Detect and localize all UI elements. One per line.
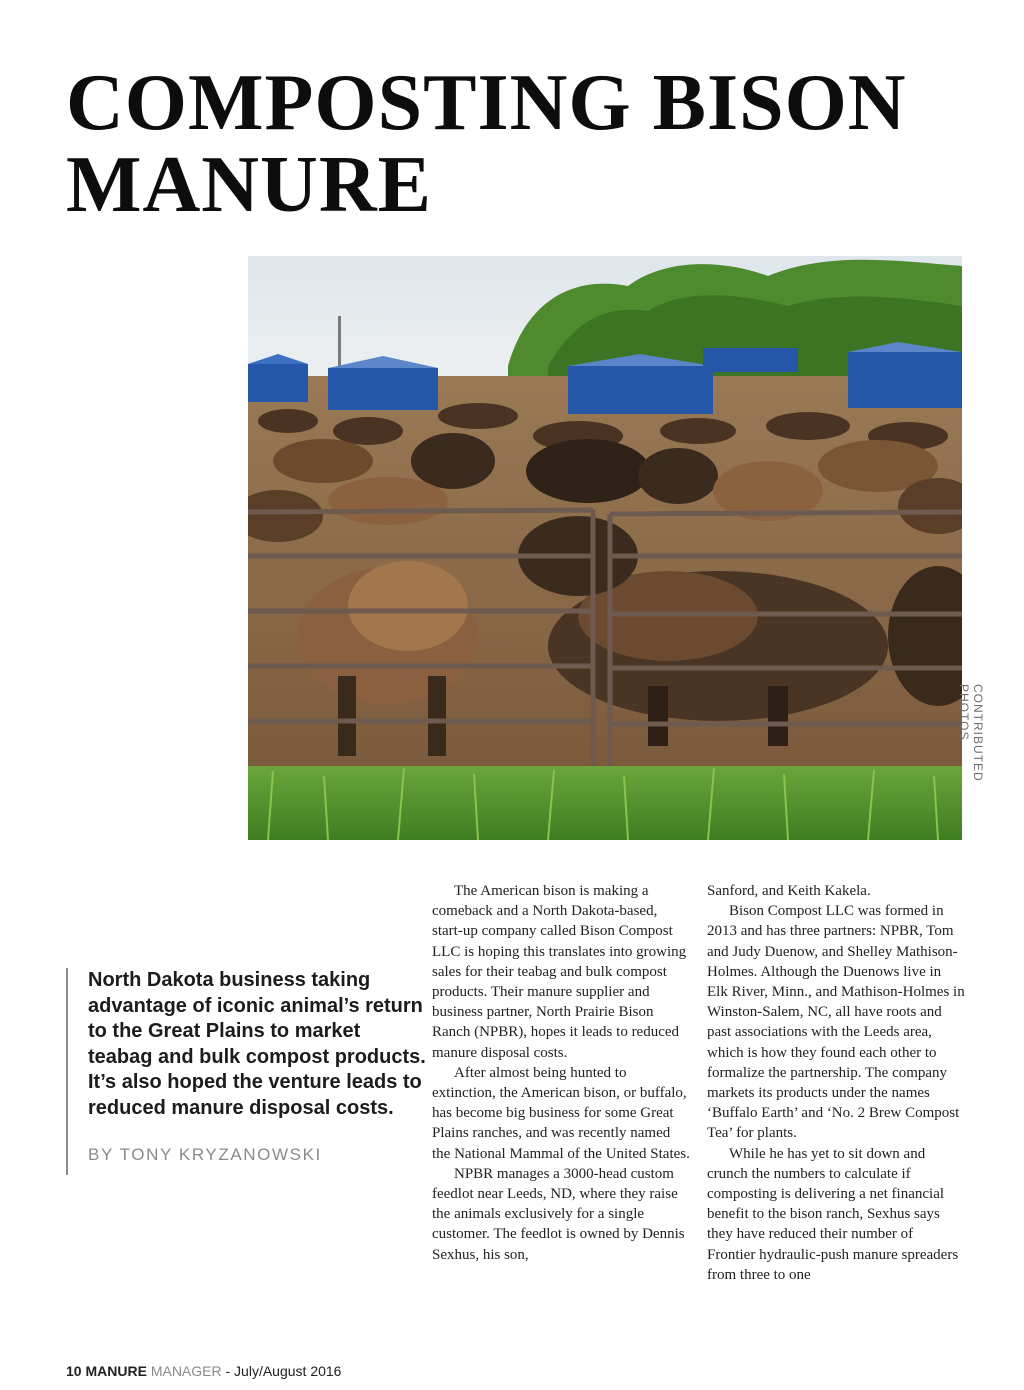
body-paragraph: After almost being hunted to extinction, the American bison, or buffalo, has become big business for some Great Plains ranches, and was recently named the National Mammal of the United States. [432, 1064, 690, 1162]
body-paragraph: The American bison is making a comeback and a North Dakota-based, start-up company called Bison Compost LLC is hoping this translates into growing sales for their teabag and bulk compost products. Their manure supplier and business partner, North Prairie Bison Ranch (NPBR), hopes it leads to reduced manure disposal costs. [432, 883, 687, 1061]
title-line-1: COMPOSTING BISON [66, 59, 907, 147]
byline: BY TONY KRYZANOWSKI [88, 1145, 322, 1164]
issue-date: - July/August 2016 [225, 1363, 342, 1379]
body-paragraph: Bison Compost LLC was formed in 2013 and has three partners: NPBR, Tom and Judy Duenow, and Shelley Mathison-Holmes. Although the Duenows live in Elk River, Minn., and Mathison-Holmes in Winston-Salem, NC, all have roots and past associations with the Leeds area, which is how they found each other to formalize the partnership. The company markets its products under the names ‘Buffalo Earth’ and ‘No. 2 Brew Compost Tea’ for plants. [707, 903, 965, 1142]
page-footer [66, 1363, 341, 1379]
page-number: 10 [66, 1363, 82, 1379]
body-column-2 [707, 881, 965, 1285]
body-paragraph: Sanford, and Keith Kakela. [707, 883, 871, 899]
body-paragraph: While he has yet to sit down and crunch the numbers to calculate if composting is delivering a net financial benefit to the bison ranch, Sexhus says they have reduced their number of Frontier hydraulic-push manure spreaders from three to one [707, 1145, 959, 1283]
deck-text: North Dakota business taking advantage of iconic animal’s return to the Great Plains to market teabag and bulk compost products. It’s also hoped the venture leads to reduced manure disposal costs. [88, 969, 426, 1119]
article-deck [66, 968, 428, 1175]
bison-feedlot-photo [248, 256, 962, 840]
photo-credit: CONTRIBUTED PHOTOS [957, 684, 985, 782]
title-line-2: MANURE [66, 141, 432, 229]
brand-light: MANAGER [150, 1363, 222, 1379]
body-paragraph: NPBR manages a 3000-head custom feedlot near Leeds, ND, where they raise the animals exclusively for a single customer. The feedlot is owned by Dennis Sexhus, his son, [432, 1165, 685, 1263]
article-title [66, 59, 986, 229]
body-column-1 [432, 881, 690, 1265]
brand-bold: MANURE [85, 1363, 147, 1379]
